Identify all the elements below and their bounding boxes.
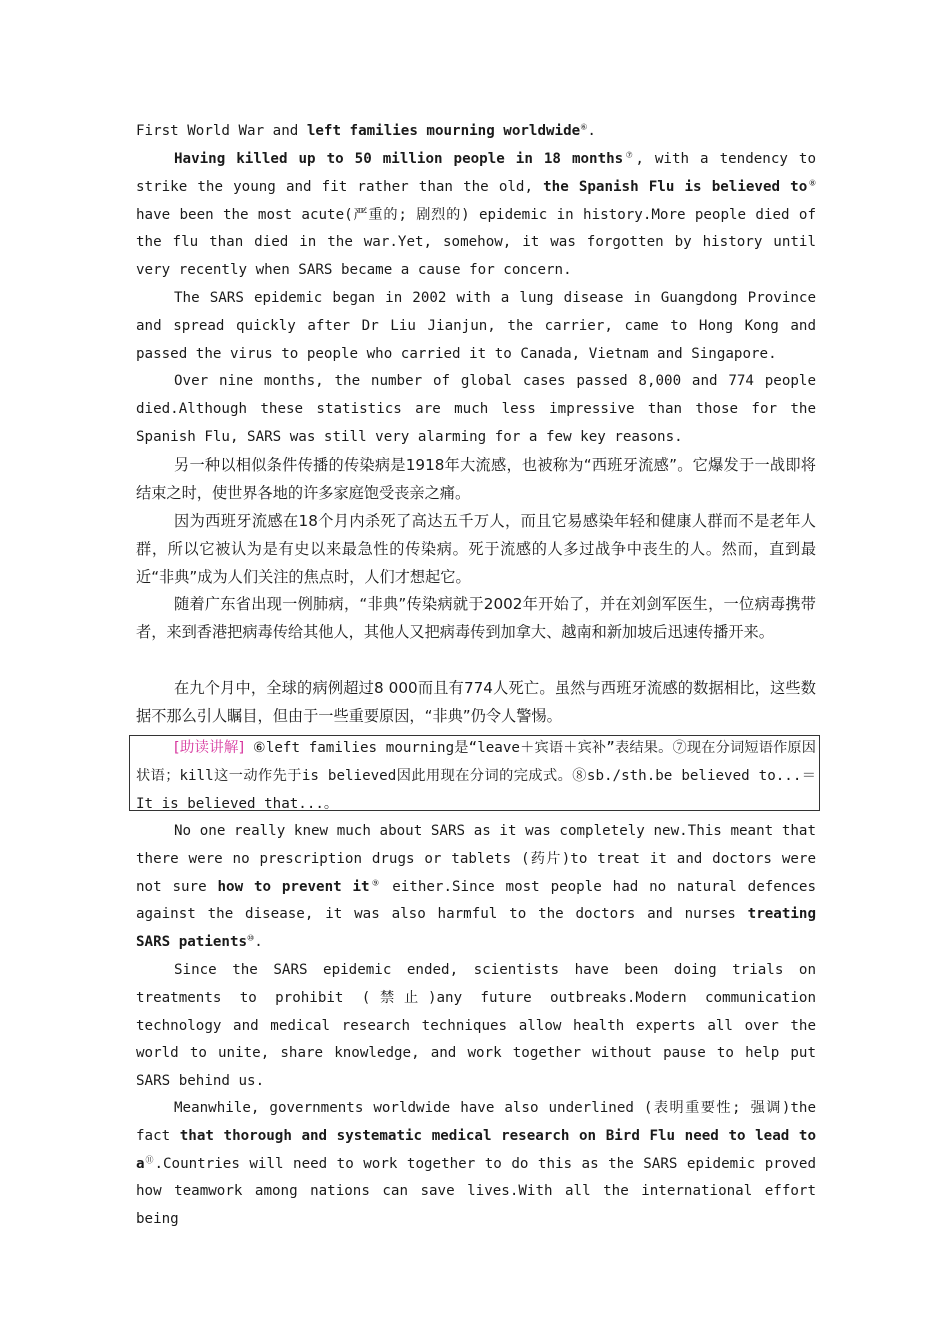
bold-phrase: that thorough and systematic medical research on Bird Flu need to lead to a xyxy=(136,1127,816,1172)
footnote-mark: ⑦ xyxy=(623,150,636,160)
text: First World War and xyxy=(136,123,307,139)
paragraph-en-0 xyxy=(136,118,816,146)
paragraph-en-1 xyxy=(136,146,816,285)
text: either.Since most people had no natural defences against the disease, it was also harmful to the doctors and nurses xyxy=(136,878,817,923)
paragraph-cn-2: 因为西班牙流感在18个月内杀死了高达五千万人，而且它易感染年轻和健康人群而不是老年人群，所以它被认为是有史以来最急性的传染病。死于流感的人多过战争中丧生的人。然而，直到最近“非典”成为人们关注的焦点时，人们才想起它。 xyxy=(136,512,816,586)
footnote-mark: ⑥ xyxy=(580,122,588,132)
note-text: ⑥left families mourning是“leave＋宾语＋宾补”表结果。⑦现在分词短语作原因状语；kill这一动作先于is believed因此用现在分词的完成式。⑧sb./sth.be believed to...＝It is believed that...。 xyxy=(136,740,816,812)
paragraph-cn-4: 在九个月中，全球的病例超过8 000而且有774人死亡。虽然与西班牙流感的数据相比，这些数据不那么引人瞩目，但由于一些重要原因，“非典”仍令人警惕。 xyxy=(136,679,816,725)
paragraph-cn-3: 随着广东省出现一例肺病，“非典”传染病就于2002年开始了，并在刘剑军医生，一位病毒携带者，来到香港把病毒传给其他人，其他人又把病毒传到加拿大、越南和新加坡后迅速传播开来。 xyxy=(136,595,816,641)
paragraph-cn-1: 另一种以相似条件传播的传染病是1918年大流感，也被称为“西班牙流感”。它爆发于一战即将结束之时，使世界各地的许多家庭饱受丧亲之痛。 xyxy=(136,456,816,502)
text: No one really knew much about SARS as it was completely new.This meant that there were no prescription drugs or tablets (药片)to treat it and doctors were not sure xyxy=(136,823,816,895)
note-label: [助读讲解] xyxy=(174,740,245,756)
bold-phrase: how to prevent it xyxy=(217,878,370,895)
text: Meanwhile, governments worldwide have also underlined (表明重要性; 强调)the fact xyxy=(136,1100,816,1144)
text: . xyxy=(587,123,596,139)
text: , with a tendency to strike the young and fit rather than the old, xyxy=(136,151,816,195)
footnote-mark: ⑧ xyxy=(807,178,816,188)
paragraph-en-3: Over nine months, the number of global cases passed 8,000 and 774 people died.Although these statistics are much less impressive than those for the Spanish Flu, SARS was still very alarming for a few key reasons. xyxy=(136,373,816,445)
paragraph-en-4 xyxy=(136,818,816,957)
paragraph-en-6 xyxy=(136,1095,816,1234)
footnote-mark: ⑨ xyxy=(369,877,382,887)
footnote-mark: ⑪ xyxy=(144,1154,155,1164)
footnote-mark: ⑩ xyxy=(247,933,255,943)
text: .Countries will need to work together to do this as the SARS epidemic proved how teamwork among nations can save lives.With all the international effort being xyxy=(136,1155,816,1228)
paragraph-en-2: The SARS epidemic began in 2002 with a lung disease in Guangdong Province and spread quickly after Dr Liu Jianjun, the carrier, came to Hong Kong and passed the virus to people who carried it to Canada, Vietnam and Singapore. xyxy=(136,290,816,362)
bold-phrase: Having killed up to 50 million people in 18 months xyxy=(174,151,624,167)
text: . xyxy=(254,934,263,951)
bold-phrase: treating SARS patients xyxy=(136,906,816,951)
reading-note xyxy=(136,735,816,818)
paragraph-en-5: Since the SARS epidemic ended, scientists have been doing trials on treatments to prohibit (禁止)any future outbreaks.Modern communication technology and medical research techniques allow health experts all over the world to unite, share knowledge, and work together without pause to help put SARS behind us. xyxy=(136,962,816,1090)
text: have been the most acute(严重的; 剧烈的) epidemic in history.More people died of the flu than died in the war.Yet, somehow, it was forgotten by history until very recently when SARS became a cause for concern. xyxy=(136,206,816,279)
bold-phrase: the Spanish Flu is believed to xyxy=(543,178,808,195)
bold-phrase: left families mourning worldwide xyxy=(306,123,581,139)
